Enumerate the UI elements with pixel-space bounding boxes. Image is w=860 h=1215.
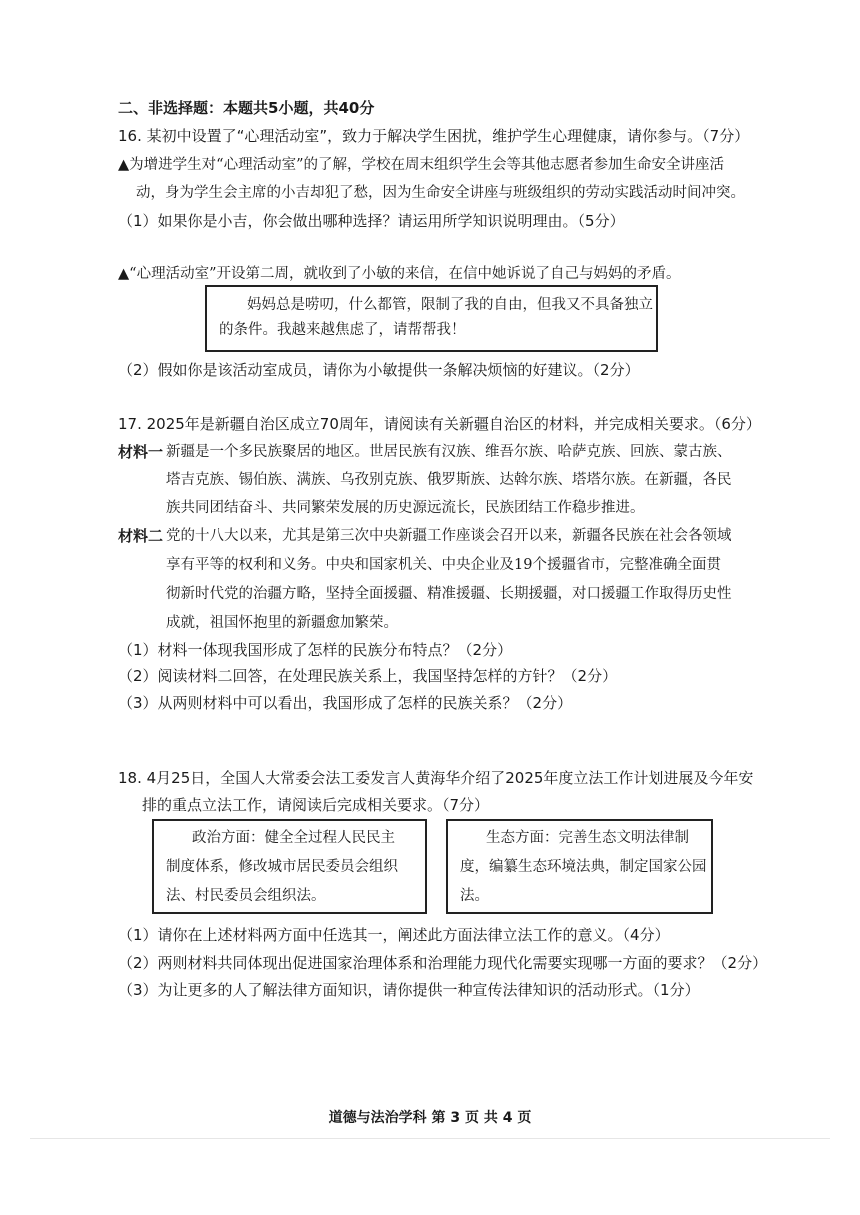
q18-sub3: （3）为让更多的人了解法律方面知识，请你提供一种宣传法律知识的活动形式。（1分） (118, 981, 700, 999)
q17-material1-line2: 塔吉克族、锡伯族、满族、乌孜别克族、俄罗斯族、达斡尔族、塔塔尔族。在新疆，各民 (166, 472, 732, 488)
footer-divider (30, 1138, 830, 1139)
q17-material2-line3: 彻新时代党的治疆方略，坚持全面援疆、精准援疆、长期援疆，对口援疆工作取得历史性 (166, 586, 732, 602)
q18-box2-line2: 度，编纂生态环境法典，制定国家公园 (460, 859, 707, 875)
q16-scenario2: ▲“心理活动室”开设第二周，就收到了小敏的来信，在信中她诉说了自己与妈妈的矛盾。 (118, 266, 681, 282)
q16-scenario1-line2: 动，身为学生会主席的小吉却犯了愁，因为生命安全讲座与班级组织的劳动实践活动时间冲突。 (136, 185, 745, 201)
q18-sub2: （2）两则材料共同体现出促进国家治理体系和治理能力现代化需要实现哪一方面的要求？（2分） (118, 954, 768, 972)
q17-material2-label: 材料二 (118, 527, 164, 545)
q18-box1-line2: 制度体系，修改城市居民委员会组织 (166, 859, 398, 875)
q17-material2-line1: 党的十八大以来，尤其是第三次中央新疆工作座谈会召开以来，新疆各民族在社会各领域 (166, 528, 732, 544)
q18-ecology-box (446, 819, 713, 914)
q18-sub1: （1）请你在上述材料两方面中任选其一，阐述此方面法律立法工作的意义。（4分） (118, 926, 670, 944)
page-footer: 道德与法治学科 第 3 页 共 4 页 (328, 1110, 532, 1126)
q17-stem: 17. 2025年是新疆自治区成立70周年，请阅读有关新疆自治区的材料，并完成相关要求。（6分） (118, 415, 761, 433)
q17-sub3: （3）从两则材料中可以看出，我国形成了怎样的民族关系？（2分） (118, 694, 573, 712)
q16-sub2: （2）假如你是该活动室成员，请你为小敏提供一条解决烦恼的好建议。（2分） (118, 361, 640, 379)
section-title: 二、非选择题：本题共5小题，共40分 (118, 99, 375, 117)
q18-box2-line3: 法。 (460, 888, 489, 904)
q18-box1-line1: 政治方面：健全全过程人民民主 (192, 830, 395, 846)
q17-sub2: （2）阅读材料二回答，在处理民族关系上，我国坚持怎样的方针？（2分） (118, 667, 618, 685)
q17-material2-line2: 享有平等的权利和义务。中央和国家机关、中央企业及19个援疆省市，完整准确全面贯 (166, 557, 721, 573)
q16-stem: 16. 某初中设置了“心理活动室”，致力于解决学生困扰，维护学生心理健康，请你参与。（7分） (118, 127, 750, 145)
q18-politics-box (152, 819, 427, 914)
q18-box2-line1: 生态方面：完善生态文明法律制 (486, 830, 689, 846)
q17-material1-line3: 族共同团结奋斗、共同繁荣发展的历史源远流长，民族团结工作稳步推进。 (166, 500, 645, 516)
q16-sub1: （1）如果你是小吉，你会做出哪种选择？请运用所学知识说明理由。（5分） (118, 212, 625, 230)
q18-stem-line1: 18. 4月25日，全国人大常委会法工委发言人黄海华介绍了2025年度立法工作计划进展及今年安 (118, 769, 754, 787)
q18-stem-line2: 排的重点立法工作，请阅读后完成相关要求。（7分） (142, 796, 490, 814)
q18-box1-line3: 法、村民委员会组织法。 (166, 888, 326, 904)
q16-letter-box (205, 285, 658, 352)
q17-material1-label: 材料一 (118, 443, 164, 461)
q17-sub1: （1）材料一体现我国形成了怎样的民族分布特点？（2分） (118, 641, 513, 659)
q17-material2-line4: 成就，祖国怀抱里的新疆愈加繁荣。 (166, 615, 398, 631)
q16-scenario1-line1: ▲为增进学生对“心理活动室”的了解，学校在周末组织学生会等其他志愿者参加生命安全讲座活 (118, 157, 724, 173)
q17-material1-line1: 新疆是一个多民族聚居的地区。世居民族有汉族、维吾尔族、哈萨克族、回族、蒙古族、 (166, 444, 732, 460)
q16-letter-line2: 的条件。我越来越焦虑了，请帮帮我！ (219, 322, 466, 338)
q16-letter-line1: 妈妈总是唠叨，什么都管，限制了我的自由，但我又不具备独立 (247, 297, 653, 313)
